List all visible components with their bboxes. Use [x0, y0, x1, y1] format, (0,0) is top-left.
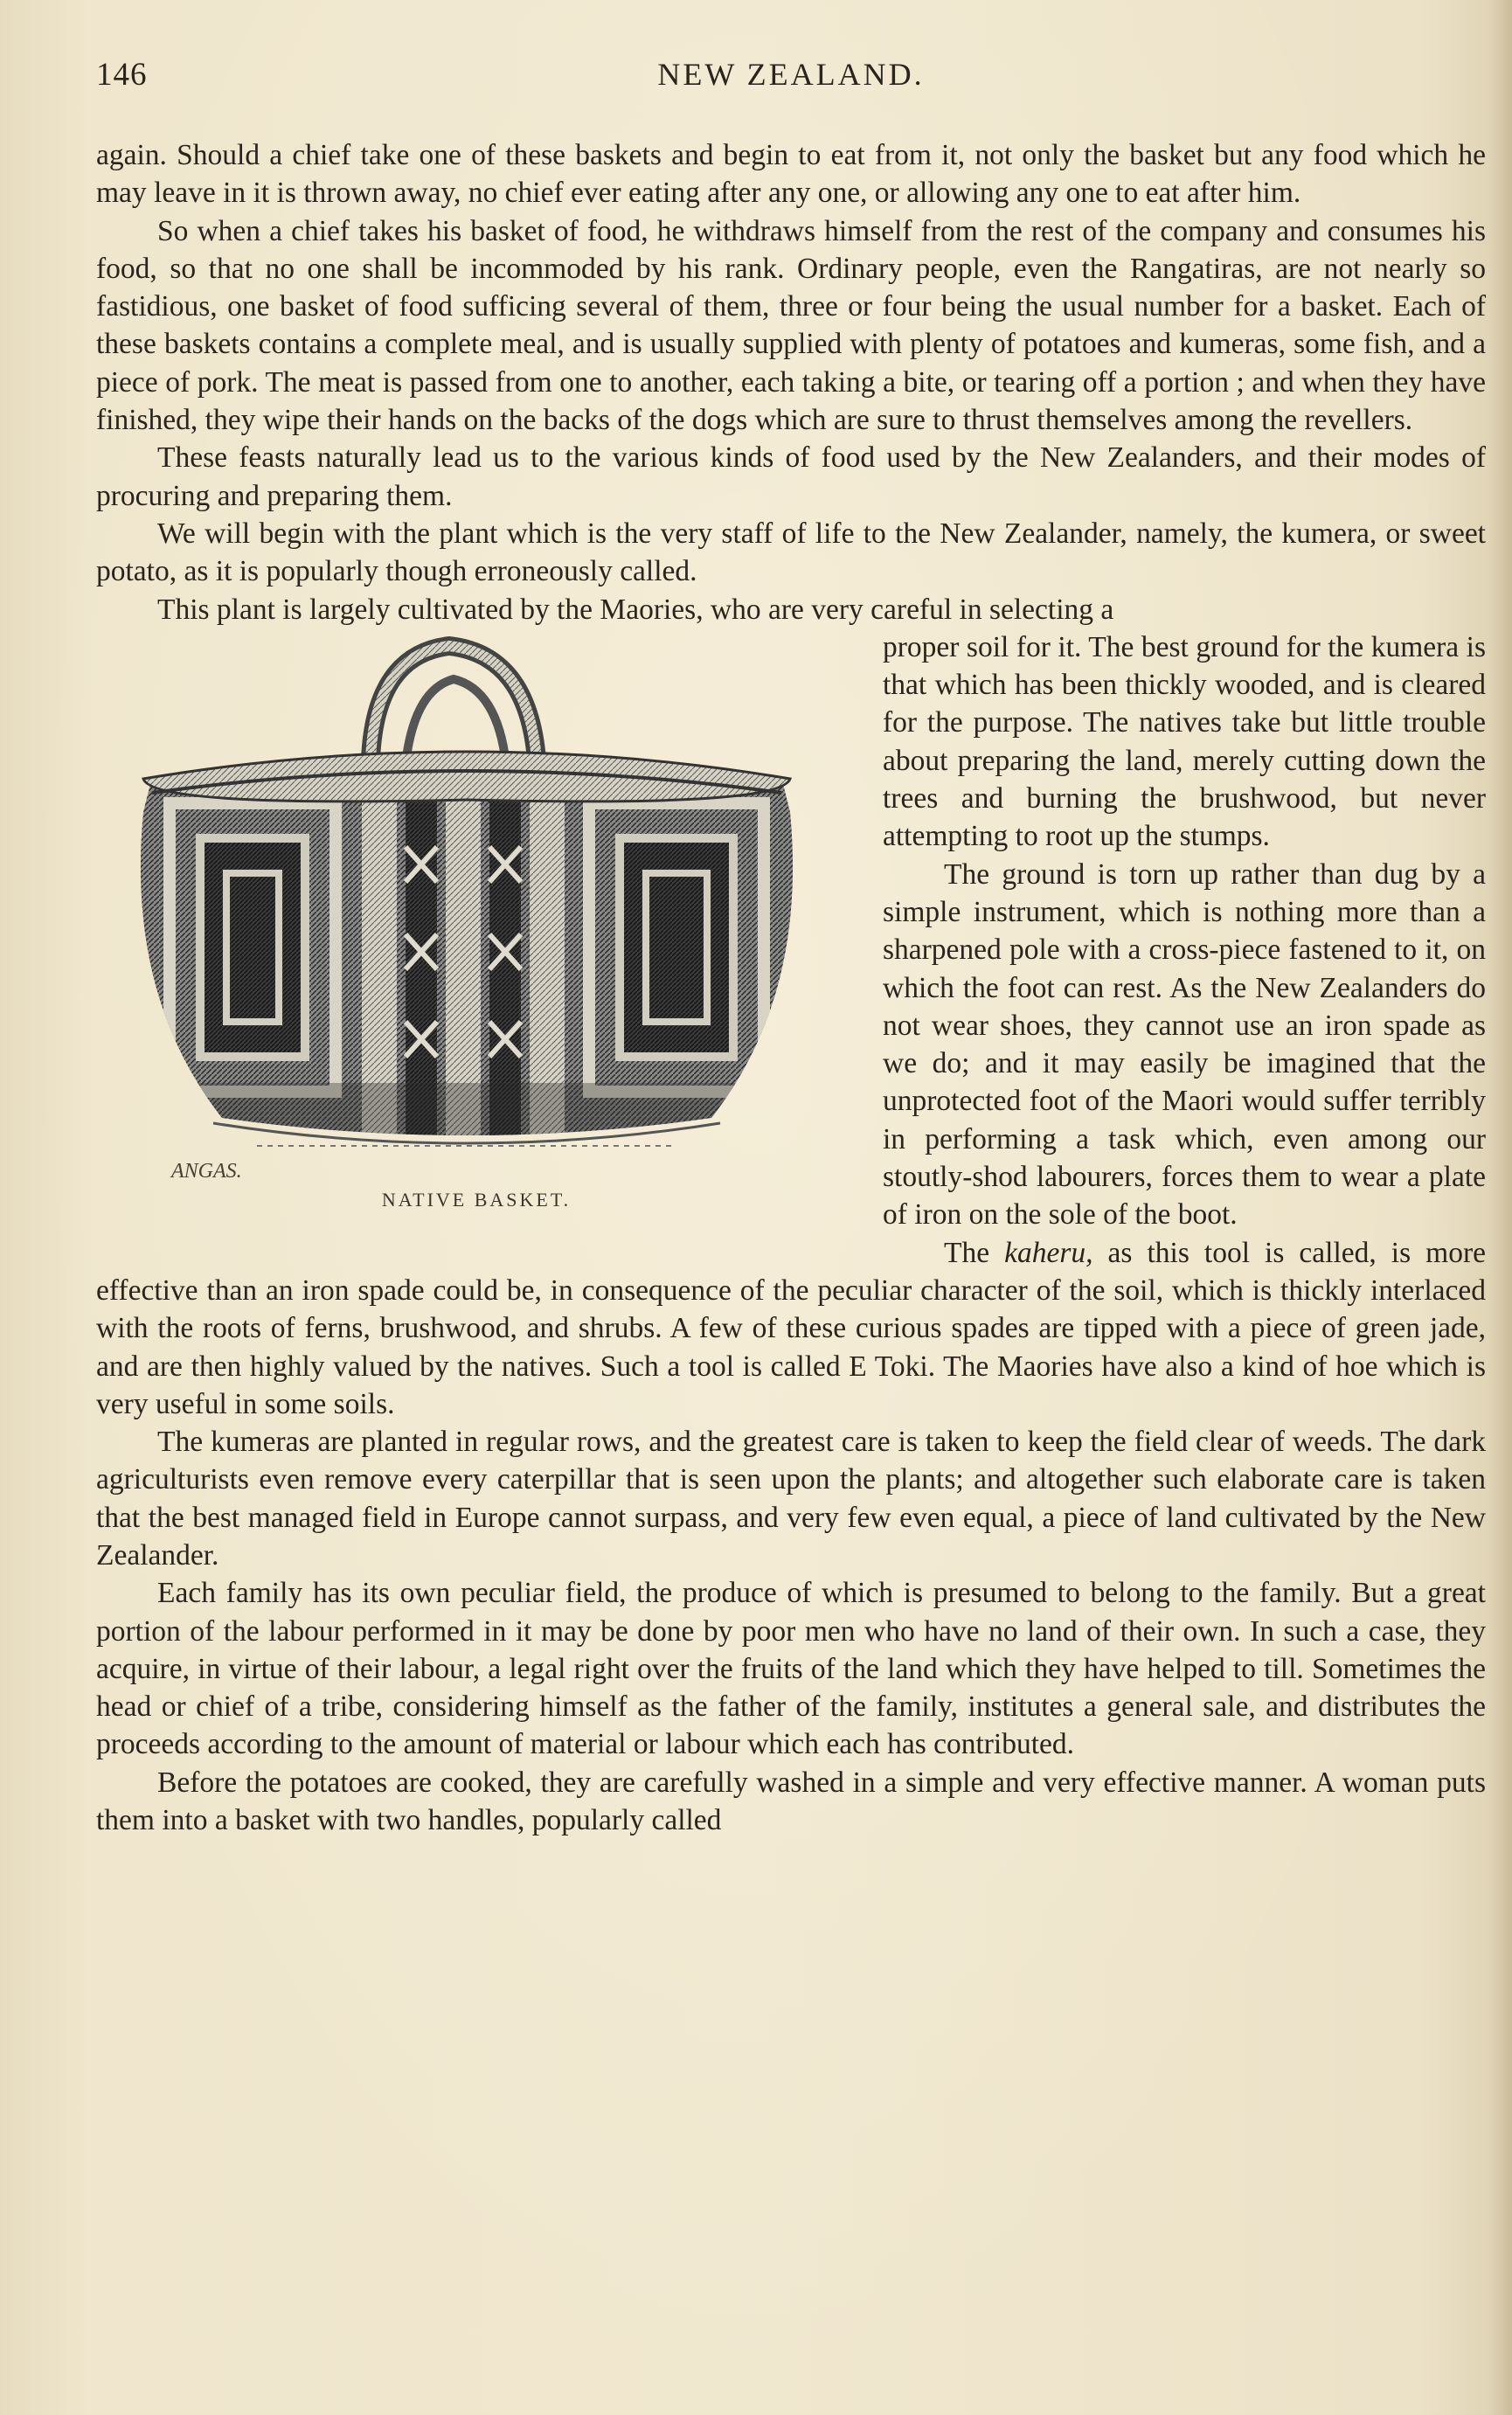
page-number: 146 [96, 57, 148, 93]
running-head: NEW ZEALAND. [657, 57, 925, 92]
paragraph: again. Should a chief take one of these baskets and begin to eat from it, not only the basket but any food which he may leave in it is thrown away, no chief ever eating after any one, or allowing any one to eat after him. [96, 139, 1486, 210]
page-header [96, 56, 1486, 100]
text-run: The [944, 1236, 1005, 1269]
paragraph: We will begin with the plant which is the very staff of life to the New Zealander, namely, the kumera, or sweet potato, as it is popularly though erroneously called. [96, 517, 1486, 588]
paragraph: Before the potatoes are cooked, they are carefully washed in a simple and very effective manner. A woman puts them into a basket with two handles, popularly called [96, 1766, 1486, 1837]
paragraph-kaheru [96, 1234, 1486, 1423]
body-text [96, 136, 1486, 1839]
italic-term: kaheru, [1004, 1236, 1093, 1269]
native-basket-engraving [117, 628, 816, 1170]
paragraph: The ground is torn up rather than dug by a simple instrument, which is nothing more than a sharpened pole with a cross-piece fastened to it, on which the foot can rest. As the New Zealanders do not wear shoes, they cannot use an iron spade as we do; and it may easily be imagined that the unprotected foot of the Maori would suffer terribly in performing a task which, even among our stoutly-shod labourers, forces them to wear a plate of iron on the sole of the boot. [883, 857, 1486, 1232]
basket-handle [371, 646, 537, 760]
text-run: as this tool is called, is more effective than an iron spade could be, in consequence of the peculiar character of the soil, which is thickly interlaced with the roots of ferns, brushwood, and shrubs. A few of these curious spades are tipped with a piece of green jade, and are then highly valued by the natives. Such a tool is called E Toki. The Maories have also a kind of hoe which is very useful in some soils. [96, 1236, 1486, 1420]
paragraph: This plant is largely cultivated by the Maories, who are very careful in selecting a [157, 593, 1114, 626]
paragraph: Each family has its own peculiar field, the produce of which is presumed to belong to the family. But a great portion of the labour performed in it may be done by poor men who have no land of their own. In such a case, they acquire, in virtue of their labour, a legal right over the fruits of the land which they have helped to till. Sometimes the head or chief of a tribe, considering himself as the father of the family, institutes a general sale, and distributes the proceeds according to the amount of material or labour which each has contributed. [96, 1577, 1486, 1761]
paragraph: These feasts naturally lead us to the various kinds of food used by the New Zealanders, and their modes of procuring and preparing them. [96, 441, 1486, 512]
figure-caption: NATIVE BASKET. [381, 1188, 572, 1211]
paragraph: The kumeras are planted in regular rows, and the greatest care is taken to keep the field clear of weeds. The dark agriculturists even remove every caterpillar that is seen upon the plants; and altogether such elaborate care is taken that the best managed field in Europe cannot surpass, and very few even equal, a piece of land cultivated by the New Zealander. [96, 1426, 1486, 1572]
paragraph: So when a chief takes his basket of food, he withdraws himself from the rest of the company and consumes his food, so that no one shall be incommoded by his rank. Ordinary people, even the Rangatiras, are not nearly so fastidious, one basket of food sufficing several of them, three or four being the usual number for a basket. Each of these baskets contains a complete meal, and is usually supplied with plenty of potatoes and kumeras, some fish, and a piece of pork. The meat is passed from one to another, each taking a bite, or tearing off a portion ; and when they have finished, they wipe their hands on the backs of the dogs which are sure to thrust themselves among the revellers. [96, 214, 1486, 437]
paragraph: proper soil for it. The best ground for the kumera is that which has been thickly wooded, and is cleared for the purpose. The natives take but little trouble about preparing the land, merely cutting down the trees and burning the brushwood, but never attempting to root up the stumps. [883, 630, 1486, 853]
engraver-signature: ANGAS. [171, 1159, 242, 1183]
basket-rim [143, 752, 790, 802]
native-basket-figure [96, 628, 857, 1258]
